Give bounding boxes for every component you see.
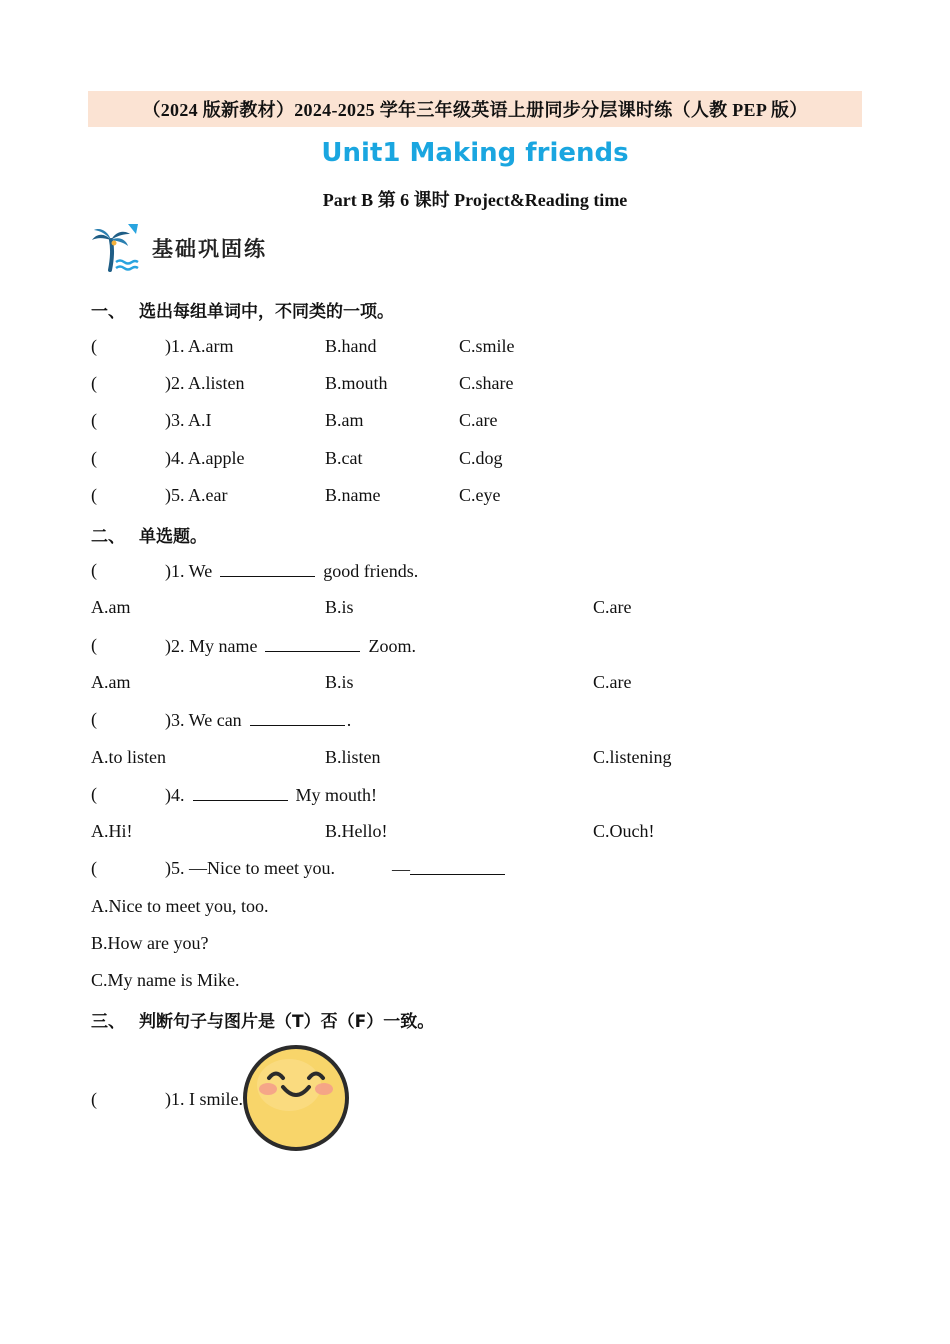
section-header bbox=[88, 222, 267, 274]
option-a: A.Hi! bbox=[91, 821, 133, 841]
answer-blank[interactable] bbox=[410, 858, 505, 875]
section-3-heading bbox=[91, 1007, 434, 1032]
question-suffix: . bbox=[346, 710, 352, 730]
question-prefix: )3. We can bbox=[165, 710, 242, 730]
option-c: C.are bbox=[593, 672, 632, 692]
question-suffix: good friends. bbox=[323, 561, 419, 581]
option-c: C.listening bbox=[593, 747, 672, 767]
question-text: )5. A.ear bbox=[165, 485, 228, 505]
question-text bbox=[165, 560, 418, 582]
s1-question-5 bbox=[91, 485, 851, 509]
answer-paren: ( bbox=[91, 373, 97, 393]
section-1-number: 一、 bbox=[91, 302, 125, 322]
section-2-heading bbox=[91, 522, 207, 547]
option-b: B.hand bbox=[325, 336, 377, 356]
s2-options-3 bbox=[91, 747, 851, 771]
s2-q5-option-a: A.Nice to meet you, too. bbox=[91, 896, 269, 916]
answer-blank[interactable] bbox=[193, 784, 288, 801]
question-prefix: )2. My name bbox=[165, 636, 258, 656]
answer-paren: ( bbox=[91, 448, 97, 468]
s1-question-4 bbox=[91, 448, 851, 472]
answer-paren: ( bbox=[91, 485, 97, 505]
option-a: A.am bbox=[91, 672, 131, 692]
question-text: )3. A.I bbox=[165, 410, 212, 430]
s2-q5-option-b: B.How are you? bbox=[91, 933, 209, 953]
option-b: B.Hello! bbox=[325, 821, 388, 841]
s1-question-2 bbox=[91, 373, 851, 397]
answer-blank[interactable] bbox=[220, 560, 315, 577]
option-b: B.is bbox=[325, 597, 354, 617]
option-c: C.are bbox=[593, 597, 632, 617]
option-b: B.am bbox=[325, 410, 364, 430]
part-title: Part B 第 6 课时 Project&Reading time bbox=[322, 190, 628, 210]
option-b: B.is bbox=[325, 672, 354, 692]
question-suffix: My mouth! bbox=[295, 785, 378, 805]
answer-paren: ( bbox=[91, 336, 97, 356]
answer-paren: ( bbox=[91, 635, 97, 655]
option-c: C.share bbox=[459, 373, 514, 393]
header-banner: （2024 版新教材）2024-2025 学年三年级英语上册同步分层课时练（人教 PEP 版） bbox=[88, 91, 862, 127]
s1-question-1 bbox=[91, 336, 851, 360]
answer-paren: ( bbox=[91, 709, 97, 729]
s2-options-1 bbox=[91, 597, 851, 621]
option-b: B.name bbox=[325, 485, 381, 505]
s2-question-4 bbox=[91, 784, 851, 808]
answer-paren: ( bbox=[91, 784, 97, 804]
question-text bbox=[165, 635, 416, 657]
question-text bbox=[165, 709, 351, 731]
option-c: C.smile bbox=[459, 336, 515, 356]
response-dash: — bbox=[392, 859, 410, 879]
option-a: A.to listen bbox=[91, 747, 166, 767]
question-text bbox=[165, 784, 377, 806]
answer-blank[interactable] bbox=[265, 635, 360, 652]
question-text: )2. A.listen bbox=[165, 373, 245, 393]
question-text: )5. —Nice to meet you. bbox=[165, 858, 335, 878]
smiley-face-icon bbox=[241, 1043, 351, 1153]
option-b: B.mouth bbox=[325, 373, 388, 393]
answer-response bbox=[392, 858, 507, 880]
section-3-title: 判断句子与图片是（T）否（F）一致。 bbox=[139, 1012, 435, 1032]
answer-paren: ( bbox=[91, 858, 97, 878]
unit-title: Unit1 Making friends bbox=[321, 138, 629, 168]
s2-question-3 bbox=[91, 709, 851, 733]
section-1-title: 选出每组单词中，不同类的一项。 bbox=[139, 302, 394, 322]
question-text: )4. A.apple bbox=[165, 448, 245, 468]
section-3-number: 三、 bbox=[91, 1012, 125, 1032]
option-c: C.are bbox=[459, 410, 498, 430]
section-1-heading bbox=[91, 297, 394, 322]
s2-question-2 bbox=[91, 635, 851, 659]
question-suffix: Zoom. bbox=[368, 636, 416, 656]
option-b: B.listen bbox=[325, 747, 381, 767]
s2-options-2 bbox=[91, 672, 851, 696]
s1-question-3 bbox=[91, 410, 851, 434]
answer-blank[interactable] bbox=[250, 709, 345, 726]
question-prefix: )4. bbox=[165, 785, 185, 805]
answer-paren: ( bbox=[91, 560, 97, 580]
s2-question-5 bbox=[91, 858, 851, 882]
question-text: )1. A.arm bbox=[165, 336, 234, 356]
s2-options-4 bbox=[91, 821, 851, 845]
option-c: C.Ouch! bbox=[593, 821, 655, 841]
question-prefix: )1. We bbox=[165, 561, 213, 581]
question-text: )1. I smile. bbox=[165, 1089, 243, 1109]
section-2-title: 单选题。 bbox=[139, 527, 207, 547]
option-c: C.eye bbox=[459, 485, 501, 505]
s2-q5-option-c: C.My name is Mike. bbox=[91, 970, 240, 990]
s2-question-1 bbox=[91, 560, 851, 584]
section-label: 基础巩固练 bbox=[152, 237, 267, 261]
option-a: A.am bbox=[91, 597, 131, 617]
palm-tree-icon bbox=[88, 222, 140, 274]
option-b: B.cat bbox=[325, 448, 363, 468]
answer-paren: ( bbox=[91, 410, 97, 430]
answer-paren: ( bbox=[91, 1089, 97, 1109]
section-2-number: 二、 bbox=[91, 527, 125, 547]
option-c: C.dog bbox=[459, 448, 503, 468]
